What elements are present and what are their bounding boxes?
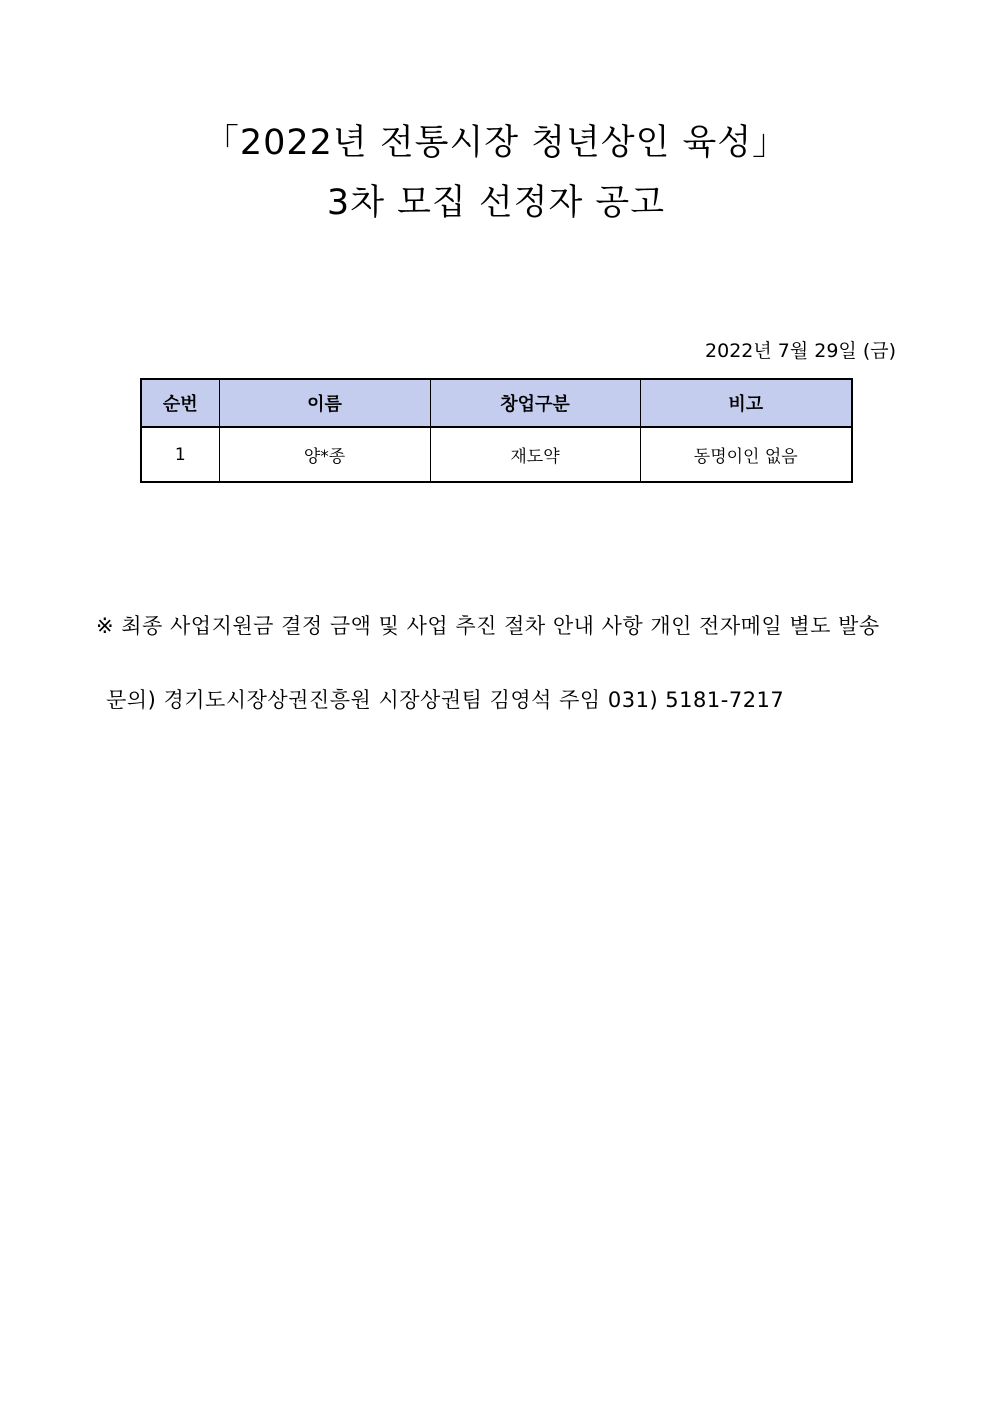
- cell-remarks: 동명이인 없음: [640, 427, 852, 482]
- notice-text: ※ 최종 사업지원금 결정 금액 및 사업 추진 절차 안내 사항 개인 전자메일 별도 발송: [96, 614, 880, 638]
- header-startup-type: 창업구분: [430, 379, 640, 427]
- cell-name: 양*종: [219, 427, 430, 482]
- header-name: 이름: [219, 379, 430, 427]
- table-row: [141, 427, 852, 482]
- announcement-date: 2022년 7월 29일 (금): [705, 340, 896, 362]
- cell-number: 1: [141, 427, 219, 482]
- header-number: 순번: [141, 379, 219, 427]
- header-remarks: 비고: [640, 379, 852, 427]
- selection-table: [140, 378, 853, 483]
- cell-startup-type: 재도약: [430, 427, 640, 482]
- document-title-line-2: 3차 모집 선정자 공고: [326, 183, 666, 223]
- table-header-row: [141, 379, 852, 427]
- document-title-line-1: 「2022년 전통시장 청년상인 육성」: [203, 123, 789, 163]
- contact-info: 문의) 경기도시장상권진흥원 시장상권팀 김영석 주임 031) 5181-7217: [106, 688, 785, 712]
